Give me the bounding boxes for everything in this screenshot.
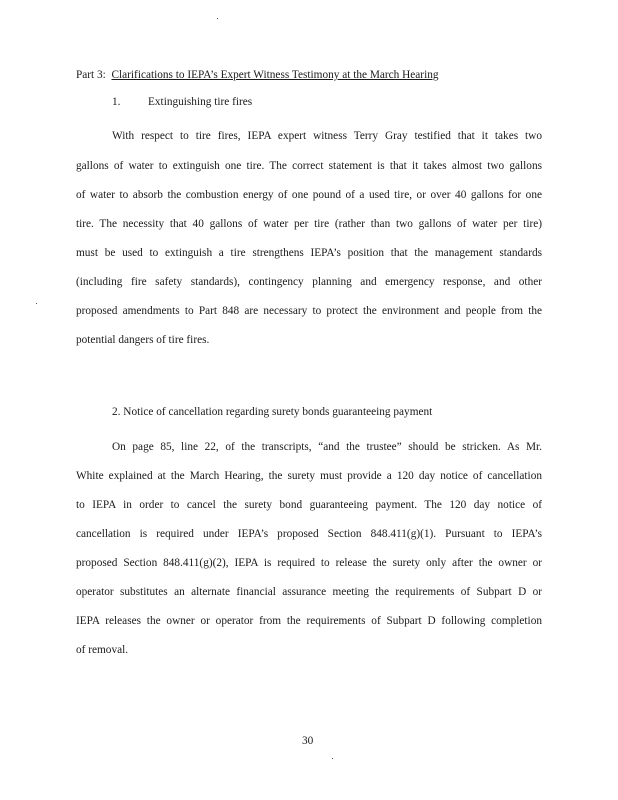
- section-1-title: Extinguishing tire fires: [148, 96, 253, 108]
- section-1-line: gallons of water to extinguish one tire. The correct statement is that it takes almost two gallons: [76, 160, 542, 172]
- section-1-line: (including fire safety standards), contingency planning and emergency response, and other: [76, 276, 542, 288]
- section-2-line: of removal.: [76, 644, 129, 656]
- section-2-line: cancellation is required under IEPA’s proposed Section 848.411(g)(1). Pursuant to IEPA’s: [76, 528, 542, 540]
- section-2-line: White explained at the March Hearing, the surety must provide a 120 day notice of cancellation: [76, 470, 542, 482]
- section-1-line: proposed amendments to Part 848 are necessary to protect the environment and people from the: [76, 305, 542, 317]
- part-label: Part 3:: [76, 69, 106, 81]
- section-1-line: tire. The necessity that 40 gallons of water per tire (rather than two gallons of water per tire): [76, 218, 542, 230]
- scan-speck: [36, 303, 37, 304]
- section-2-line: On page 85, line 22, of the transcripts, “and the trustee” should be stricken. As Mr.: [112, 441, 542, 453]
- section-1-line: must be used to extinguish a tire strengthens IEPA’s position that the management standards: [76, 247, 542, 259]
- section-1-number: 1.: [112, 96, 121, 108]
- scan-speck: [332, 758, 333, 759]
- section-1-line: potential dangers of tire fires.: [76, 334, 210, 346]
- section-1-line: of water to absorb the combustion energy of one pound of a used tire, or over 40 gallons for one: [76, 189, 542, 201]
- section-2-title: 2. Notice of cancellation regarding surety bonds guaranteeing payment: [112, 406, 433, 418]
- section-2-line: IEPA releases the owner or operator from the requirements of Subpart D following completion: [76, 615, 542, 627]
- scan-speck: [217, 18, 218, 19]
- section-2-line: proposed Section 848.411(g)(2), IEPA is required to release the surety only after the owner or: [76, 557, 542, 569]
- section-1-line: With respect to tire fires, IEPA expert witness Terry Gray testified that it takes two: [112, 130, 542, 142]
- section-2-line: to IEPA in order to cancel the surety bond guaranteeing payment. The 120 day notice of: [76, 499, 542, 511]
- page-number: 30: [302, 735, 314, 747]
- section-2-line: operator substitutes an alternate financial assurance meeting the requirements of Subpart D or: [76, 586, 542, 598]
- part-title: Clarifications to IEPA’s Expert Witness Testimony at the March Hearing: [111, 69, 439, 81]
- part-heading: [76, 68, 439, 82]
